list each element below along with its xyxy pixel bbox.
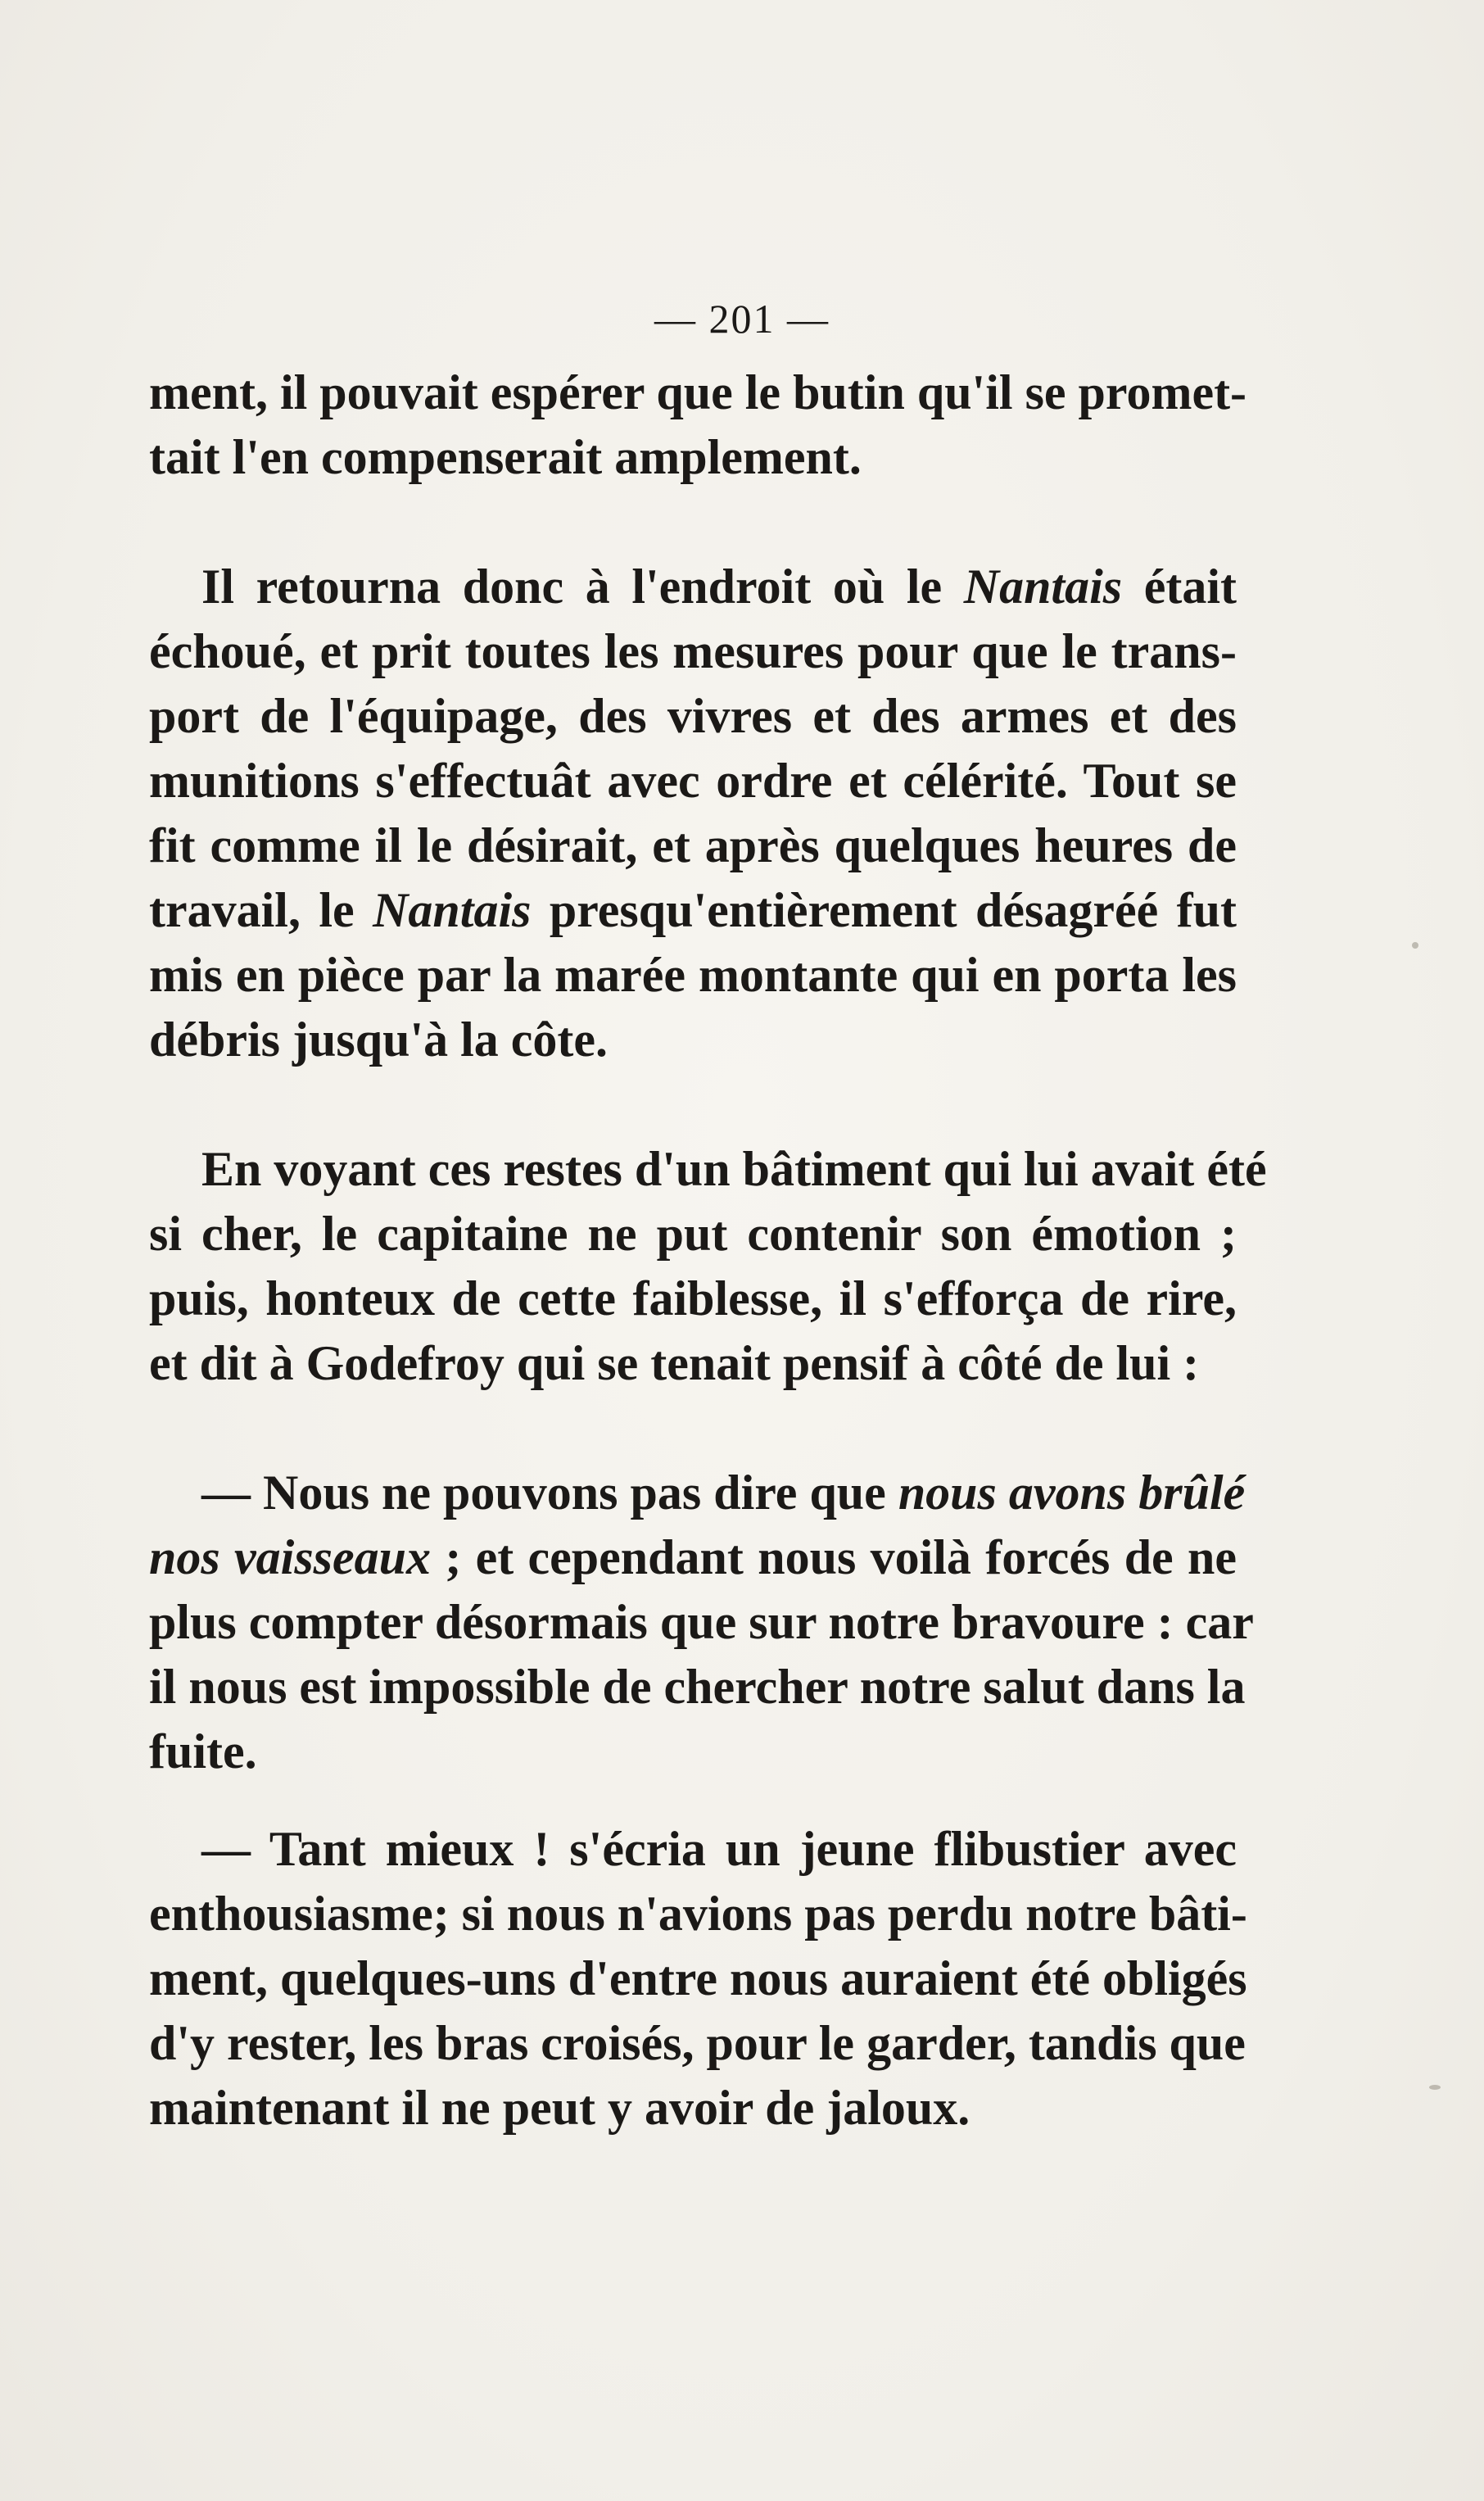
italic-text: Nantais xyxy=(373,883,532,937)
text-line: Il retourna donc à l'endroit où le Nantais était xyxy=(201,560,1237,614)
paragraph-3 xyxy=(149,1137,1267,1396)
text-line: d'y rester, les bras croisés, pour le garder, tandis que xyxy=(149,2016,1246,2070)
italic-text: Nantais xyxy=(963,560,1123,614)
italic-text: nous avons brûlé xyxy=(898,1466,1246,1520)
text-line: travail, le Nantais presqu'entièrement désagréé fut xyxy=(149,883,1237,937)
text-line: si cher, le capitaine ne put contenir son émotion ; xyxy=(149,1207,1237,1261)
italic-text: nos vaisseaux xyxy=(149,1530,432,1584)
text-line: nos vaisseaux ; et cependant nous voilà forcés de ne xyxy=(149,1530,1237,1584)
text-line: En voyant ces restes d'un bâtiment qui lui avait été xyxy=(201,1142,1267,1196)
paragraph-5 xyxy=(149,1817,1247,2141)
paragraph-spacer xyxy=(149,1396,1237,1461)
text-line: — Nous ne pouvons pas dire que nous avons brûlé xyxy=(201,1466,1246,1520)
paragraph-spacer xyxy=(149,1072,1237,1137)
text-line: débris jusqu'à la côte. xyxy=(149,1013,609,1067)
text-line: enthousiasme; si nous n'avions pas perdu notre bâti- xyxy=(149,1887,1247,1941)
text-line: fuite. xyxy=(149,1724,257,1778)
text-line: — Tant mieux ! s'écria un jeune flibustier avec xyxy=(201,1822,1237,1876)
text-line: échoué, et prit toutes les mesures pour que le trans- xyxy=(149,624,1237,678)
text-line: et dit à Godefroy qui se tenait pensif à côté de lui : xyxy=(149,1336,1200,1390)
text-line: il nous est impossible de chercher notre salut dans la xyxy=(149,1660,1246,1714)
paper-speck xyxy=(1429,2085,1441,2090)
paragraph-4 xyxy=(149,1461,1254,1784)
text-line: ment, quelques-uns d'entre nous auraient été obligés xyxy=(149,1951,1247,2005)
page-number: — 201 — xyxy=(654,296,830,342)
text-line: ment, il pouvait espérer que le butin qu'il se promet- xyxy=(149,365,1247,419)
text-line: port de l'équipage, des vivres et des armes et des xyxy=(149,689,1237,743)
paragraph-spacer xyxy=(149,1784,1237,1817)
paragraph-spacer xyxy=(149,490,1237,555)
text-line: plus compter désormais que sur notre bravoure : car xyxy=(149,1595,1254,1649)
text-line: maintenant il ne peut y avoir de jaloux. xyxy=(149,2081,970,2135)
text-line: mis en pièce par la marée montante qui en porta les xyxy=(149,948,1237,1002)
body-text xyxy=(149,360,1267,2141)
paragraph-2 xyxy=(149,555,1237,1072)
paragraph-1 xyxy=(149,360,1247,490)
text-line: fit comme il le désirait, et après quelques heures de xyxy=(149,818,1237,872)
text-line: puis, honteux de cette faiblesse, il s'efforça de rire, xyxy=(149,1271,1237,1325)
text-line: munitions s'effectuât avec ordre et célérité. Tout se xyxy=(149,754,1237,808)
paper-speck xyxy=(1412,942,1418,949)
text-line: tait l'en compenserait amplement. xyxy=(149,430,862,484)
